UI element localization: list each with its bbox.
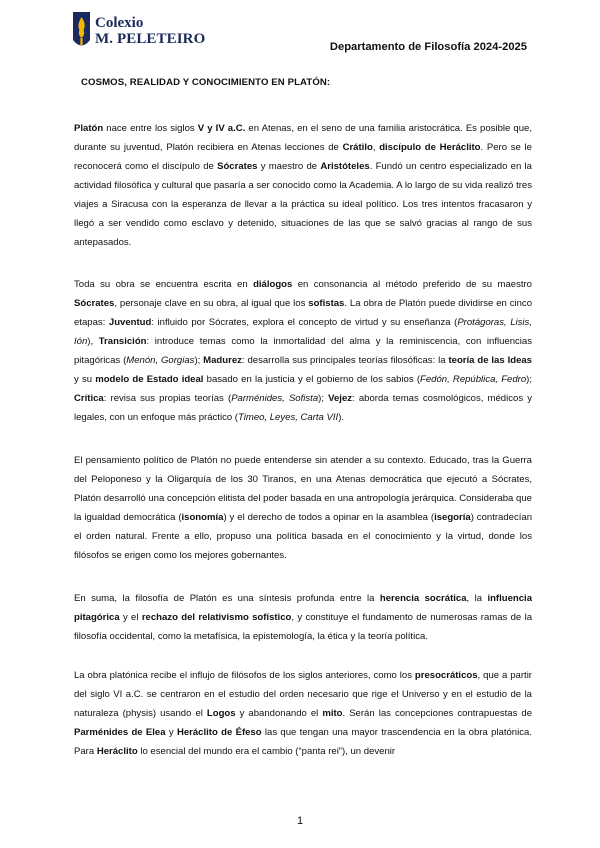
document-title: COSMOS, REALIDAD Y CONOCIMIENTO EN PLATÓN: (81, 77, 331, 88)
bold-run: Vejez (328, 393, 353, 404)
bold-run: Heráclito (96, 746, 138, 757)
bold-run: isonomía (181, 512, 224, 523)
bold-run: Madurez (203, 355, 242, 366)
text-run: : influido por Sócrates, explora el concepto de virtud y su enseñanza ( (151, 317, 458, 328)
text-run: ) y el derecho de todos a opinar en la asamblea ( (223, 512, 435, 523)
bold-run: modelo de Estado ideal (95, 374, 204, 385)
paragraph-summary (74, 589, 532, 646)
text-run: ); (318, 393, 329, 404)
bold-run: teoría de las Ideas (448, 355, 532, 366)
text-run: y (165, 727, 177, 738)
text-run: y abandonando el (235, 708, 323, 719)
text-run: . Pero se le reconocerá como el discípulo de (74, 142, 532, 172)
bold-run: Sócrates (74, 298, 115, 309)
text-run: , (372, 142, 380, 153)
text-run: en consonancia al método preferido de su maestro (292, 279, 532, 290)
bold-run: Crátilo (342, 142, 373, 153)
text-run: . Serán las concepciones contrapuestas de (342, 708, 533, 719)
italic-run: Protágoras, Lisis, Ión (74, 317, 532, 347)
bold-run: sofistas (308, 298, 345, 309)
text-run: : aborda temas cosmológicos, médicos y legales, con un enfoque más práctico ( (74, 393, 533, 423)
bold-run: presocráticos (414, 670, 478, 681)
text-run: basado en la justicia y el gobierno de los sabios ( (203, 374, 421, 385)
italic-run: Menón, Gorgias (126, 355, 195, 366)
bold-run: Parménides de Elea (74, 727, 166, 738)
text-run: , la (466, 593, 488, 604)
bold-run: Transición (98, 336, 147, 347)
school-logo (72, 11, 205, 51)
italic-run: Parménides, Sofista (231, 393, 319, 404)
bold-run: Juventud (108, 317, 152, 328)
bold-run: Platón (74, 123, 104, 134)
logo-line-2: M. PELETEIRO (95, 31, 206, 47)
page-number: 1 (296, 815, 304, 827)
bold-run: Crítica (74, 393, 104, 404)
text-run: ); (526, 374, 532, 385)
text-run: ) contradecían el orden natural. Frente a ello, propuso una política basada en el conocimiento y la virtud, donde los filósofos se erigen como los mejores gobernantes. (74, 512, 532, 561)
text-run: : introduce temas como la inmortalidad del alma y la reminiscencia, con influencias pitagóricas ( (74, 336, 532, 366)
text-run: y el (119, 612, 142, 623)
text-run: El pensamiento político de Platón no puede entenderse sin atender a su contexto. Educado, tras la Guerra del Peloponeso y la Oligarquía de los 30 Tiranos, en una Atenas democrática que ejecutó a Sócrates, Platón desarrolló una concepción elitista del poder basada en una antropología jerárquica. Consideraba que la igualdad democrática ( (74, 455, 532, 523)
bold-run: mito (322, 708, 343, 719)
text-run: lo esencial del mundo era el cambio (“panta rei”), un devenir (137, 746, 396, 757)
text-run: . Fundó un centro especializado en la actividad filosófica y cultural que pasaría a ser conocido como la Academia. A lo largo de su vida realizó tres viajes a Siracusa con la esperanza de llevar a la práctica su ideal político. Los tres intentos fracasaron y llegó a ser vendido como esclavo y detenido, situaciones de las que se salvó gracias al rango de sus antepasados. (74, 161, 532, 248)
italic-run: Fedón, República, Fedro (420, 374, 527, 385)
text-run: , que a partir del siglo VI a.C. se centraron en el estudio del orden necesario que rige el Universo y en el estudio de la naturaleza (physis) usando el (74, 670, 532, 719)
bold-run: Aristóteles (320, 161, 370, 172)
bold-run: isegoría (434, 512, 471, 523)
paragraph-works (74, 275, 532, 427)
bold-run: Sócrates (217, 161, 258, 172)
text-run: . La obra de Platón puede dividirse en cinco etapas: (74, 298, 533, 328)
bold-run: herencia socrática (379, 593, 467, 604)
text-run: y su (74, 374, 96, 385)
paragraph-political-thought (74, 451, 532, 565)
paragraph-presocratic-influence (74, 666, 532, 761)
bold-run: Heráclito de Éfeso (176, 727, 262, 738)
text-run: las que tengan una mayor trascendencia en la obra platónica. Para (74, 727, 532, 757)
text-run: ). (338, 412, 345, 423)
department-header: Departamento de Filosofía 2024-2025 (329, 41, 527, 53)
text-run: : revisa sus propias teorías ( (103, 393, 232, 404)
text-run: nace entre los siglos (103, 123, 198, 134)
paragraph-biography (74, 119, 532, 252)
bold-run: influencia pitagórica (74, 593, 532, 623)
text-run: La obra platónica recibe el influjo de filósofos de los siglos anteriores, como los (74, 670, 415, 681)
logo-line-1: Colexio (95, 15, 144, 31)
text-run: , y constituye el fundamento de numerosas ramas de la filosofía occidental, como la metafísica, la epistemología, la ética y la teoría política. (74, 612, 532, 642)
text-run: : desarrolla sus principales teorías filosóficas: la (241, 355, 449, 366)
bold-run: V y IV a.C. (197, 123, 246, 134)
bold-run: discípulo de Heráclito (379, 142, 481, 153)
text-run: ); (194, 355, 204, 366)
text-run: En suma, la filosofía de Platón es una síntesis profunda entre la (74, 593, 380, 604)
bold-run: rechazo del relativismo sofístico (141, 612, 292, 623)
text-run: Toda su obra se encuentra escrita en (74, 279, 254, 290)
text-run: ), (87, 336, 99, 347)
bold-run: diálogos (253, 279, 293, 290)
text-run: en Atenas, en el seno de una familia aristocrática. Es posible que, durante su juventud, Platón recibiera en Atenas lecciones de (74, 123, 532, 153)
text-run: , personaje clave en su obra, al igual que los (114, 298, 309, 309)
flame-shield-icon (72, 11, 91, 51)
bold-run: Logos (206, 708, 236, 719)
text-run: y maestro de (257, 161, 321, 172)
italic-run: Timeo, Leyes, Carta VII (238, 412, 339, 423)
logo-wordmark (95, 15, 205, 47)
